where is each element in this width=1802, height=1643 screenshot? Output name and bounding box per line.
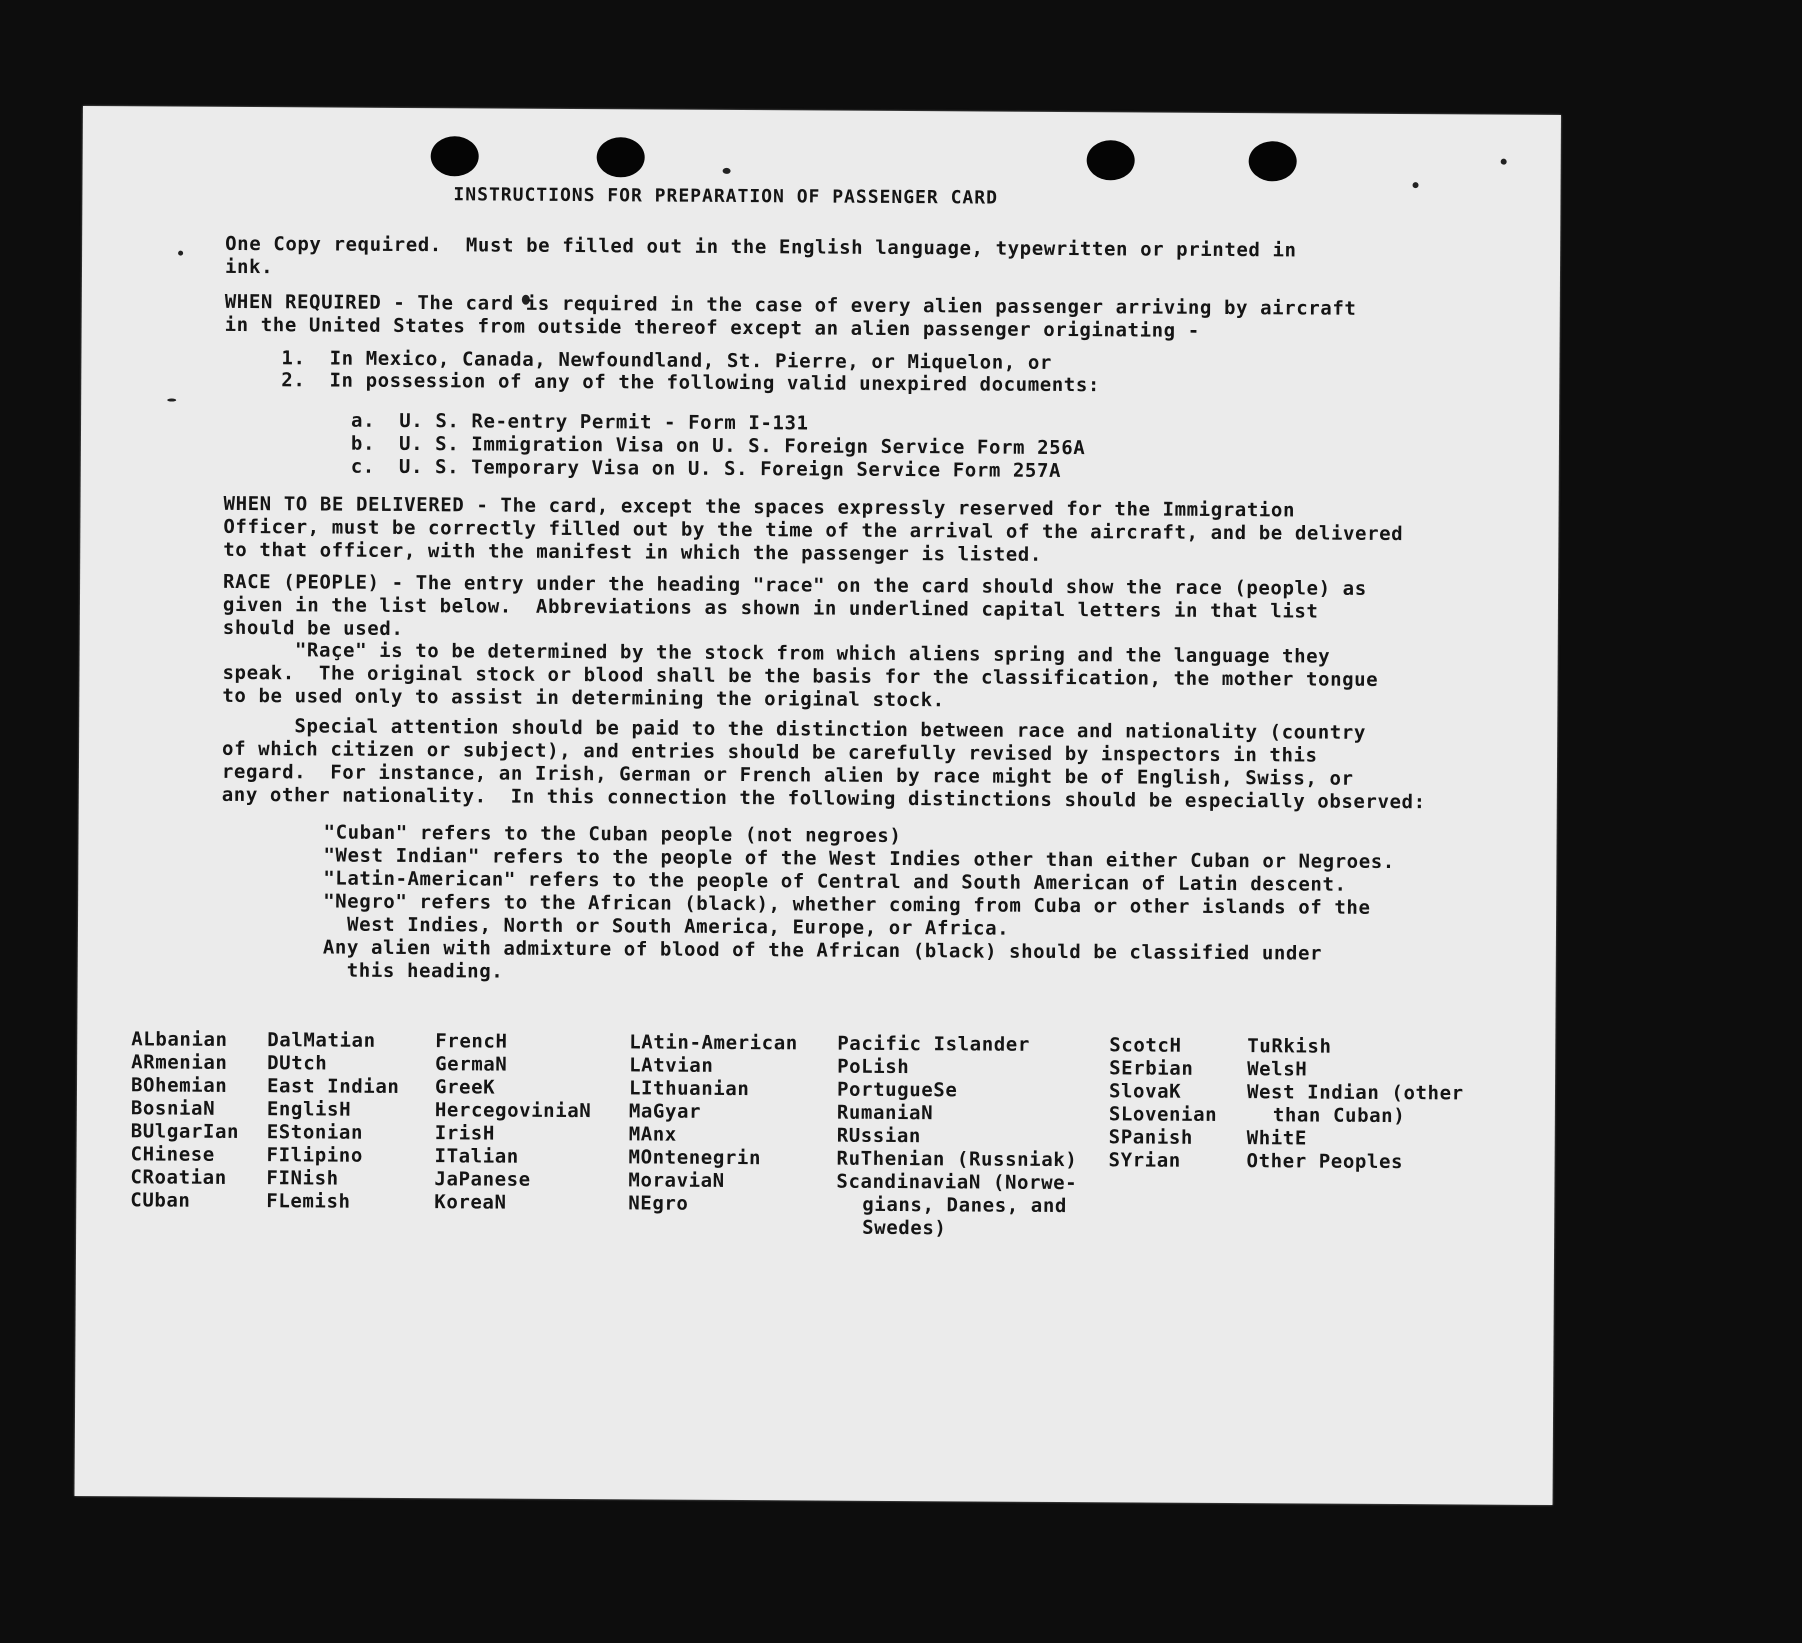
race-entry: RUssian [836,1124,922,1148]
ink-speck [178,251,183,256]
race-entry: Other Peoples [1246,1150,1404,1174]
race-determination-paragraph: "Raçe" is to be determined by the stock from which aliens spring and the language they speak. The original stock or blood shall be the basis for the classification, the mother tongue to be used only to assist in determining the original stock. [222,638,1379,712]
race-entry: ALbanian [131,1028,228,1051]
document-page [75,106,1561,1505]
race-entry: CRoatian [130,1166,227,1189]
race-entry: GreeK [434,1076,496,1099]
race-entry: Swedes) [862,1216,947,1240]
ink-speck [1501,159,1507,165]
race-list-column [1109,1034,1218,1173]
race-entry: HercegoviniaN [434,1099,592,1123]
exception-item: 2. In possession of any of the following valid unexpired documents: [281,369,1101,397]
exception-item: 1. In Mexico, Canada, Newfoundland, St. Pierre, or Miquelon, or [281,347,1053,374]
race-entry: West Indian (other [1246,1081,1464,1105]
race-list-column [434,1030,592,1215]
race-list-column [1247,1035,1465,1174]
race-entry: EStonian [266,1121,364,1144]
race-entry: SlovaK [1108,1080,1182,1103]
race-entry: IrisH [434,1122,496,1145]
document-item: b. U. S. Immigration Visa on U. S. Foreign Service Form 256A [350,432,1086,460]
document-item: a. U. S. Re-entry Permit - Form I-131 [351,409,809,435]
race-entry: JaPanese [434,1168,531,1191]
race-entry: FINish [266,1167,339,1190]
race-entry: GermaN [435,1053,508,1076]
punch-hole [431,136,479,176]
when-delivered-paragraph: WHEN TO BE DELIVERED - The card, except the spaces expressly reserved for the Immigration Officer, must be correctly filled out by the time of the arrival of the aircraft, and be delivered to that officer, with the manifest in which the passenger is listed. [223,492,1404,566]
race-entry: SLovenian [1108,1103,1218,1126]
race-entry: BOhemian [130,1074,228,1097]
race-entry: FLemish [266,1190,351,1213]
race-entry: WelsH [1247,1058,1308,1081]
race-entry: PoLish [837,1055,910,1079]
race-entry: RuThenian (Russniak) [836,1147,1078,1172]
race-entry: ScandinaviaN (Norwe- [836,1170,1078,1195]
punch-hole [1087,140,1135,180]
race-entry: LAtvian [629,1054,714,1077]
ink-speck [723,168,731,174]
ink-speck [1413,182,1419,188]
distinctions-list: "Cuban" refers to the Cuban people (not negroes) "West Indian" refers to the people of the West Indies other than either Cuban or Negroes. "Latin-American" refers to the people of Central and South American of Latin descent. "Negro" refers to the African (black), whether coming from Cuba or other islands of the West Indies, North or South America, Europe, or Africa. Any alien with admixture of blood of the African (black) should be classified under this heading. [322,821,1395,983]
race-entry: East Indian [266,1075,400,1098]
race-entry: MOntenegrin [628,1146,762,1170]
page-title: INSTRUCTIONS FOR PREPARATION OF PASSENGER CARD [453,184,999,209]
when-required-paragraph: WHEN REQUIRED - The card is required in the case of every alien passenger arriving by aircraft in the United States from outside thereof except an alien passenger originating - [224,290,1357,342]
race-entry: FrencH [435,1030,508,1053]
race-entry: ITalian [434,1145,519,1168]
race-entry: SYrian [1108,1149,1181,1172]
punch-hole [597,137,645,177]
race-paragraph: RACE (PEOPLE) - The entry under the heading "race" on the card should show the race (people) as given in the list below. Abbreviations as shown in underlined capital letters in that list should be used. [222,570,1367,640]
race-entry: DalMatian [267,1029,376,1052]
race-entry: MAnx [628,1123,677,1146]
race-entry: MoraviaN [628,1169,725,1192]
race-entry: BosniaN [130,1097,216,1120]
document-item: c. U. S. Temporary Visa on U. S. Foreign Service Form 257A [350,455,1062,482]
race-entry: Pacific Islander [837,1032,1030,1056]
race-list-column [836,1033,1078,1241]
race-entry: NEgro [628,1192,689,1215]
race-entry: ScotcH [1109,1034,1182,1057]
race-list-column [130,1028,239,1213]
race-list-column [628,1031,798,1216]
race-entry: KoreaN [434,1191,507,1214]
race-list-column [266,1029,400,1214]
race-entry: RumaniaN [836,1101,934,1125]
race-entry: CUban [130,1189,191,1212]
race-entry: LAtin-American [629,1031,798,1055]
race-entry: MaGyar [628,1100,702,1123]
race-entry: ARmenian [131,1051,228,1074]
race-entry: SErbian [1109,1057,1194,1080]
race-entry: DUtch [267,1052,328,1075]
ink-speck [167,399,176,402]
race-entry: than Cuban) [1272,1104,1406,1128]
race-entry: LIthuanian [628,1077,750,1101]
copy-requirement: One Copy required. Must be filled out in the English language, typewritten or printed in ink. [224,232,1297,279]
race-entry: SPanish [1108,1126,1194,1149]
race-entry: BUlgarIan [130,1120,240,1143]
race-entry: CHinese [130,1143,215,1166]
race-entry: PortugueSe [836,1078,958,1102]
race-entry: gians, Danes, and [862,1193,1068,1218]
race-entry: FIlipino [266,1144,363,1167]
race-entry: EnglisH [266,1098,352,1121]
punch-hole [1249,141,1297,181]
race-entry: TuRkish [1247,1035,1332,1058]
special-attention-paragraph: Special attention should be paid to the distinction between race and nationality (country of which citizen or subject), and entries should be carefully revised by inspectors in this regard. For instance, an Irish, German or French alien by race might be of English, Swiss, or any other nationality. In this connection the following distinctions should be especially observed: [221,714,1426,814]
race-entry: WhitE [1246,1127,1307,1150]
